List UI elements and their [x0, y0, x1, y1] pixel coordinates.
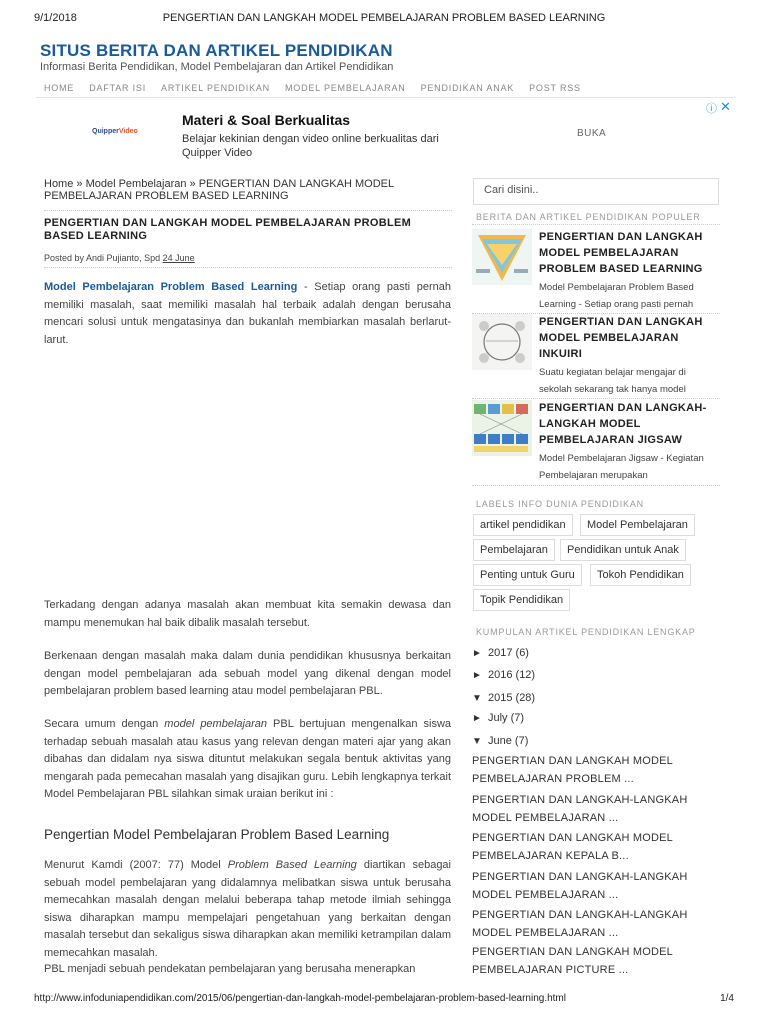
ad-logo: QuipperVideo	[92, 128, 138, 135]
search-input[interactable]: Cari disini..	[473, 178, 719, 205]
popular-post[interactable]	[472, 314, 720, 398]
label-tag[interactable]: Topik Pendidikan	[473, 589, 570, 611]
print-page-number: 1/4	[720, 993, 734, 1004]
post-paragraph: Berkenaan dengan masalah maka dalam dunia pendidikan khususnya berkaitan dengan model pembelajaran ada sebuah model yang dikenal dengan model pembelajaran problem based learning atau model pembelajaran PBL.	[44, 650, 451, 698]
section-heading: Pengertian Model Pembelajaran Problem Based Learning	[44, 827, 390, 842]
post-paragraph: Terkadang dengan adanya masalah akan membuat kita semakin dewasa dan mampu menemukan hal baik dibalik masalah tersebut.	[44, 599, 451, 629]
label-tag[interactable]: Tokoh Pendidikan	[590, 564, 691, 586]
expand-icon[interactable]: ►	[472, 670, 482, 681]
archive-post-link[interactable]: PENGERTIAN DAN LANGKAH-LANGKAH MODEL PEMBELAJARAN ...	[472, 794, 688, 824]
popular-heading: BERITA DAN ARTIKEL PENDIDIKAN POPULER	[476, 212, 701, 222]
ad-description: Belajar kekinian dengan video online berkualitas dari Quipper Video	[182, 133, 439, 159]
nav-home[interactable]: HOME	[44, 83, 75, 93]
label-tag[interactable]: Pendidikan untuk Anak	[560, 539, 686, 561]
post-thumbnail[interactable]	[472, 229, 532, 285]
divider	[44, 210, 452, 211]
breadcrumb[interactable]: Home » Model Pembelajaran » PENGERTIAN DAN LANGKAH MODEL PEMBELAJARAN PROBLEM BASED LEARNING	[44, 178, 394, 202]
archive-post-link[interactable]: PENGERTIAN DAN LANGKAH-LANGKAH MODEL PEMBELAJARAN ...	[472, 871, 688, 901]
label-tag[interactable]: Penting untuk Guru	[473, 564, 582, 586]
collapse-icon[interactable]: ▼	[472, 736, 482, 747]
post-thumbnail[interactable]	[472, 400, 532, 456]
post-thumbnail[interactable]	[472, 314, 532, 370]
intro-link[interactable]: Model Pembelajaran Problem Based Learning	[44, 281, 298, 293]
ad-title[interactable]: Materi & Soal Berkualitas	[182, 112, 351, 128]
post-meta	[44, 253, 195, 263]
popular-post-snippet: Model Pembelajaran Jigsaw - Kegiatan Pembelajaran merupakan	[539, 453, 704, 481]
labels-heading: LABELS INFO DUNIA PENDIDIKAN	[476, 499, 644, 509]
post-intro: Model Pembelajaran Problem Based Learning - Setiap orang pasti pernah memiliki masalah, saat memiliki masalah hal terbaik adalah dengan berusaha mencari solusi untuk mengatasinya dan bukanlah membiarkan masalah berlarut-larut.	[44, 281, 451, 346]
popular-post-snippet: Model Pembelajaran Problem Based Learning - Setiap orang pasti pernah	[539, 282, 694, 310]
archive-year[interactable]: ► 2017 (6)	[472, 647, 529, 659]
label-tag[interactable]: artikel pendidikan	[473, 514, 573, 536]
label-tag[interactable]: Model Pembelajaran	[580, 514, 695, 536]
ad-banner[interactable]	[36, 100, 736, 165]
nav-post-rss[interactable]: POST RSS	[529, 83, 581, 93]
site-tagline: Informasi Berita Pendidikan, Model Pembelajaran dan Artikel Pendidikan	[40, 61, 394, 73]
nav-model-pembelajaran[interactable]: MODEL PEMBELAJARAN	[284, 83, 406, 93]
expand-icon[interactable]: ►	[472, 648, 482, 659]
archive-post-link[interactable]: PENGERTIAN DAN LANGKAH-LANGKAH MODEL PEMBELAJARAN ...	[472, 909, 688, 939]
post-title: PENGERTIAN DAN LANGKAH MODEL PEMBELAJARAN PROBLEM BASED LEARNING	[44, 217, 412, 242]
collapse-icon[interactable]: ▼	[472, 693, 482, 704]
print-title: PENGERTIAN DAN LANGKAH MODEL PEMBELAJARAN PROBLEM BASED LEARNING	[162, 12, 606, 24]
print-url: http://www.infoduniapendidikan.com/2015/06/pengertian-dan-langkah-model-pembelajaran-problem-based-learning.html	[34, 993, 566, 1004]
main-nav	[44, 83, 596, 93]
nav-daftar-isi[interactable]: DAFTAR ISI	[89, 83, 147, 93]
popular-post-title[interactable]: PENGERTIAN DAN LANGKAH MODEL PEMBELAJARAN PROBLEM BASED LEARNING	[539, 231, 703, 275]
ad-close-icon[interactable]: ✕	[720, 99, 731, 114]
label-tag[interactable]: Pembelajaran	[473, 539, 555, 561]
divider	[472, 485, 720, 486]
expand-icon[interactable]: ►	[472, 713, 482, 724]
nav-divider	[36, 97, 736, 98]
ad-info-icon[interactable]: ⓘ	[706, 103, 717, 115]
archive-heading: KUMPULAN ARTIKEL PENDIDIKAN LENGKAP	[476, 627, 696, 637]
divider	[472, 398, 720, 399]
nav-artikel-pendidikan[interactable]: ARTIKEL PENDIDIKAN	[161, 83, 270, 93]
post-date[interactable]: 24 June	[162, 253, 195, 263]
nav-pendidikan-anak[interactable]: PENDIDIKAN ANAK	[420, 83, 515, 93]
divider	[44, 267, 452, 268]
ad-open-button[interactable]: BUKA	[577, 128, 607, 139]
divider	[472, 224, 720, 225]
archive-year[interactable]: ▼ 2015 (28)	[472, 692, 536, 704]
post-paragraph: Secara umum dengan model pembelajaran PBL bertujuan mengenalkan siswa terhadap sebuah masalah atau kasus yang relevan dengan materi ajar yang akan dibahas dan didalam nya siswa dituntut melakukan segala bentuk aktivitas yang mengarah pada pemecahan masalah yang disajikan guru. Lebih lengkapnya terkait Model Pembelajaran PBL silahkan simak uraian berikut ini :	[44, 718, 451, 801]
print-date: 9/1/2018	[34, 12, 77, 24]
site-title[interactable]: SITUS BERITA DAN ARTIKEL PENDIDIKAN	[40, 41, 393, 60]
popular-post[interactable]	[472, 400, 720, 484]
archive-month[interactable]: ▼ June (7)	[472, 735, 529, 747]
popular-post-title[interactable]: PENGERTIAN DAN LANGKAH MODEL PEMBELAJARAN INKUIRI	[539, 316, 703, 360]
post-paragraph: PBL menjadi sebuah pendekatan pembelajaran yang berusaha menerapkan	[44, 963, 416, 975]
archive-post-link[interactable]: PENGERTIAN DAN LANGKAH MODEL PEMBELAJARAN KEPALA B...	[472, 832, 673, 862]
archive-year[interactable]: ► 2016 (12)	[472, 669, 536, 681]
archive-post-link[interactable]: PENGERTIAN DAN LANGKAH MODEL PEMBELAJARAN PROBLEM ...	[472, 755, 673, 785]
post-paragraph: Menurut Kamdi (2007: 77) Model Problem Based Learning diartikan sebagai sebuah model pembelajaran yang didalamnya melibatkan siswa untuk berusaha memecahkan masalah dengan melalui beberapa tahap metode ilmiah sehingga siswa diharapkan mampu mempelajari pengetahuan yang berkaitan dengan masalah tersebut dan sekaligus siswa diharapkan akan memiliki ketrampilan dalam memecahkan masalah.	[44, 859, 451, 959]
popular-post[interactable]	[472, 229, 720, 313]
popular-post-title[interactable]: PENGERTIAN DAN LANGKAH-LANGKAH MODEL PEMBELAJARAN JIGSAW	[539, 402, 707, 446]
print-header	[0, 12, 768, 28]
archive-month[interactable]: ► July (7)	[472, 712, 525, 724]
archive-post-link[interactable]: PENGERTIAN DAN LANGKAH MODEL PEMBELAJARAN PICTURE ...	[472, 946, 673, 976]
post-author: Posted by Andi Pujianto, Spd	[44, 253, 163, 263]
popular-post-snippet: Suatu kegiatan belajar mengajar di sekolah sekarang tak hanya model	[539, 367, 686, 395]
